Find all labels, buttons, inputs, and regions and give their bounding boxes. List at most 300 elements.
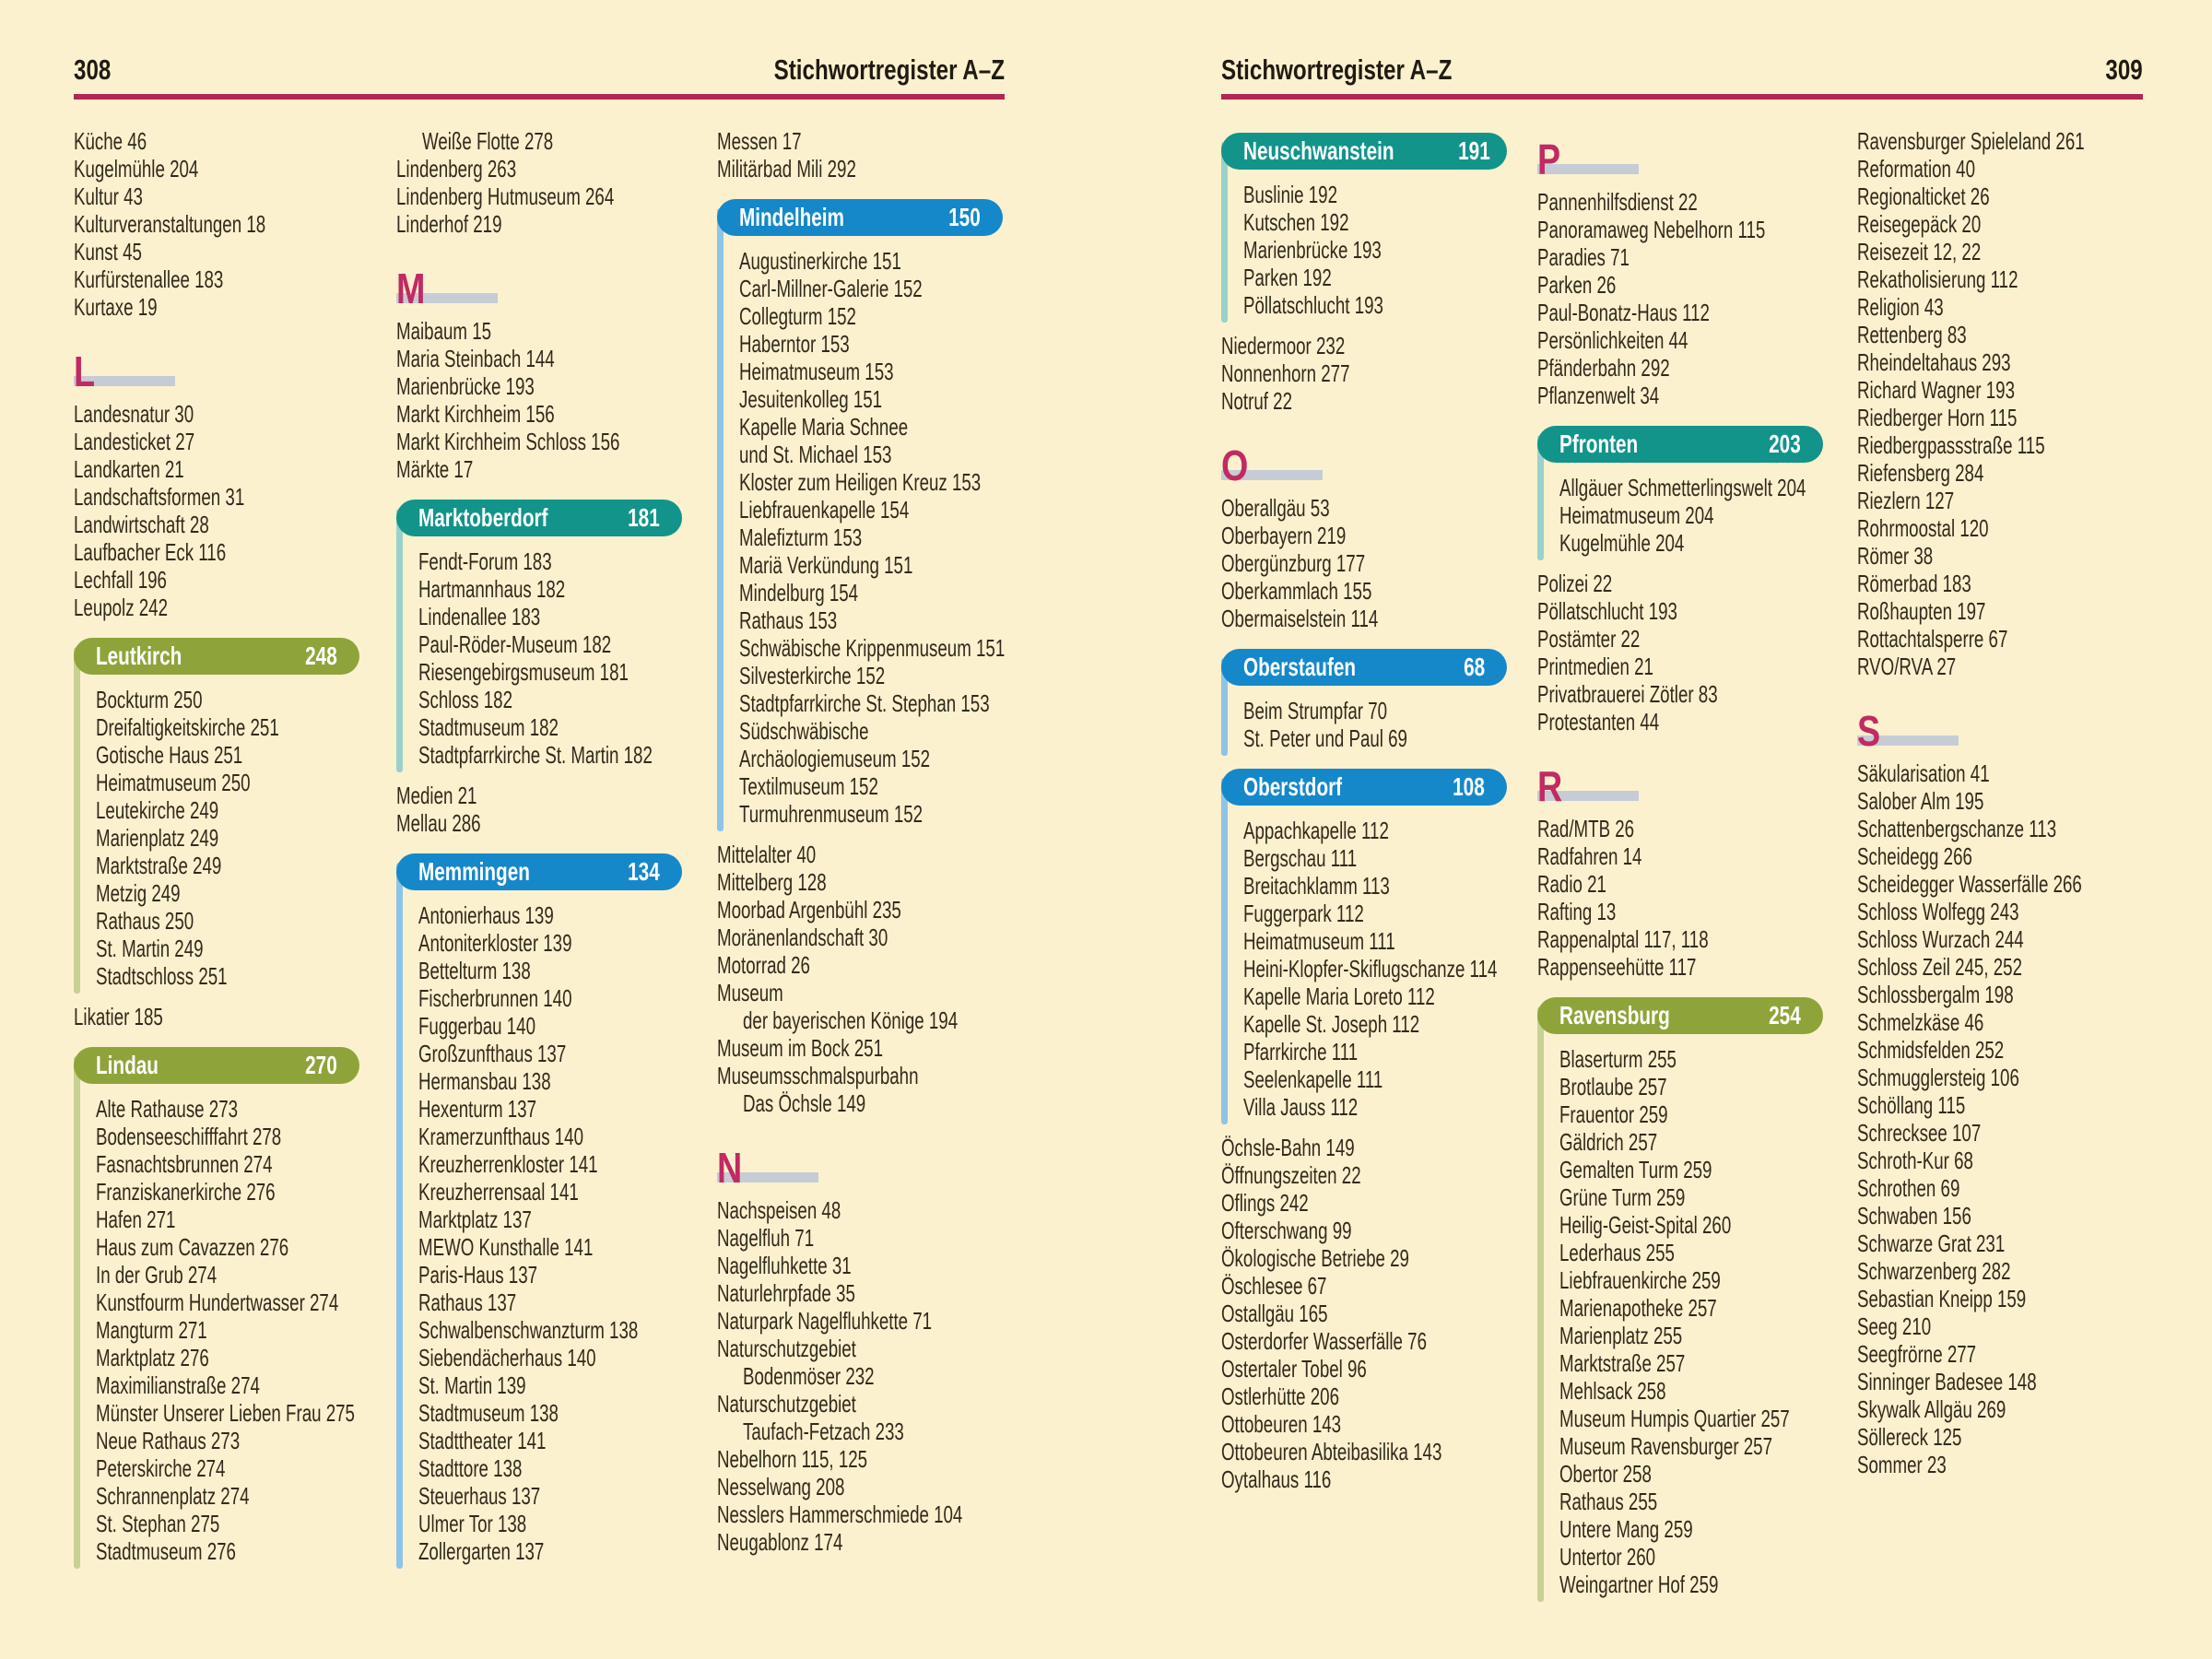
place-entry-text: Villa Jauss 112 xyxy=(1243,1093,1359,1121)
place-entry-text: Gäldrich 257 xyxy=(1559,1128,1658,1156)
index-entry xyxy=(717,1279,1003,1307)
place-entry-text: Marienbrücke 193 xyxy=(1243,236,1382,264)
index-entry xyxy=(1857,348,2143,376)
place-entry xyxy=(96,824,359,852)
index-entry-text: Säkularisation 41 xyxy=(1857,759,1990,787)
index-entry xyxy=(1857,787,2143,815)
index-entry xyxy=(1857,925,2143,953)
index-entry-text: Kultur 43 xyxy=(74,182,143,210)
place-entry-text: Fendt-Forum 183 xyxy=(418,547,552,575)
place-entry xyxy=(96,769,359,796)
index-entry-text: Taufach-Fetzach 233 xyxy=(743,1418,904,1445)
index-entry-text: Ostertaler Tobel 96 xyxy=(1221,1355,1367,1382)
place-box-rule-bar xyxy=(1537,1006,1544,1602)
index-entry-text: Pannenhilfsdienst 22 xyxy=(1537,188,1698,216)
index-entry-text: Persönlichkeiten 44 xyxy=(1537,326,1688,354)
place-entry-text: Kloster zum Heiligen Kreuz 153 xyxy=(739,468,982,496)
index-entry xyxy=(1537,870,1823,898)
index-entry-text: Öchsle-Bahn 149 xyxy=(1221,1134,1355,1161)
place-entry-text: Blaserturm 255 xyxy=(1559,1045,1677,1073)
place-entry-text: Stadtmuseum 138 xyxy=(418,1399,559,1427)
place-entry xyxy=(1559,1515,1823,1543)
place-entry-text: Schwäbische Krippenmuseum 151 xyxy=(739,634,1006,662)
index-entry xyxy=(717,1473,1003,1500)
place-entry xyxy=(418,686,682,713)
letter-heading-text: R xyxy=(1537,762,1563,810)
page-title-left: Stichwortregister A–Z xyxy=(773,53,1005,86)
index-entry-text: Paradies 71 xyxy=(1537,243,1630,271)
index-entry-text: Schloss Zeil 245, 252 xyxy=(1857,953,2022,981)
letter-heading-text: N xyxy=(717,1144,743,1192)
index-entry-text: Kulturveranstaltungen 18 xyxy=(74,210,266,238)
index-entry xyxy=(717,155,1003,182)
index-entry xyxy=(1857,1230,2143,1257)
place-entry-text: Marienapotheke 257 xyxy=(1559,1294,1717,1322)
place-entry xyxy=(1243,1010,1507,1038)
index-entry-text: Schroth-Kur 68 xyxy=(1857,1147,1973,1174)
place-entry xyxy=(418,1371,682,1399)
index-entry xyxy=(396,127,682,155)
place-entry-text: Riesengebirgsmuseum 181 xyxy=(418,658,629,686)
place-name: Mindelheim xyxy=(739,203,844,231)
index-entry-text: Niedermoor 232 xyxy=(1221,332,1346,359)
index-entry-text: Mittelberg 128 xyxy=(717,868,827,896)
index-entry xyxy=(1537,625,1823,653)
place-box-rule-bar xyxy=(74,1056,80,1569)
place-page-number: 270 xyxy=(305,1051,337,1079)
index-entry-text: Neugablonz 174 xyxy=(717,1528,843,1556)
place-entry-text: Kapelle Maria Loreto 112 xyxy=(1243,982,1435,1010)
index-entry xyxy=(74,428,359,455)
index-entry xyxy=(1221,359,1507,387)
place-entry xyxy=(96,1178,359,1206)
index-entry xyxy=(1857,759,2143,787)
place-pill-neuschwanstein xyxy=(1221,133,1507,170)
index-entry xyxy=(717,924,1003,951)
index-entry-text: Messen 17 xyxy=(717,127,802,155)
place-entry-text: Liebfrauenkapelle 154 xyxy=(739,496,910,524)
index-column-2 xyxy=(396,127,682,1578)
index-entry-text: Schloss Wolfegg 243 xyxy=(1857,898,2019,925)
place-entry-text: Rathaus 153 xyxy=(739,606,838,634)
place-entry xyxy=(1559,1100,1823,1128)
index-entry xyxy=(1221,1355,1507,1382)
index-entry xyxy=(1537,299,1823,326)
index-entry xyxy=(74,155,359,182)
place-box-memmingen xyxy=(396,853,682,1565)
place-page-number: 108 xyxy=(1453,772,1485,801)
place-entry-list xyxy=(1221,817,1507,1121)
index-entry-text: Rappenalptal 117, 118 xyxy=(1537,925,1709,953)
page-header-left xyxy=(74,48,1005,94)
place-entry xyxy=(96,1371,359,1399)
index-entry xyxy=(717,1335,1003,1362)
place-page-number: 191 xyxy=(1458,136,1490,165)
index-entry-text: Scheidegg 266 xyxy=(1857,842,1972,870)
index-entry xyxy=(1537,271,1823,299)
place-entry-text: Marienplatz 255 xyxy=(1559,1322,1683,1349)
place-box-mindelheim xyxy=(717,199,1006,828)
place-entry xyxy=(1559,1156,1823,1183)
place-entry-text: Ulmer Tor 138 xyxy=(418,1510,527,1537)
index-entry xyxy=(1857,1064,2143,1091)
place-entry-text: Kapelle St. Joseph 112 xyxy=(1243,1010,1420,1038)
place-entry xyxy=(96,1344,359,1371)
index-entry-text: Rottachtalsperre 67 xyxy=(1857,625,2008,653)
place-entry xyxy=(1559,1377,1823,1405)
place-entry xyxy=(418,1288,682,1316)
place-pill-oberstaufen xyxy=(1221,649,1507,686)
index-entry xyxy=(717,127,1003,155)
place-box-leutkirch xyxy=(74,638,359,990)
place-entry xyxy=(96,1482,359,1510)
index-entry xyxy=(717,896,1003,924)
place-entry-text: Textilmuseum 152 xyxy=(739,772,878,800)
index-entry-text: Militärbad Mili 292 xyxy=(717,155,856,182)
place-pill-oberstdorf xyxy=(1221,769,1507,806)
place-entry xyxy=(418,741,682,769)
place-entry xyxy=(418,1344,682,1371)
index-entry-text: Polizei 22 xyxy=(1537,570,1613,597)
index-entry-text: Naturschutzgebiet xyxy=(717,1390,856,1418)
index-entry-text: Sommer 23 xyxy=(1857,1451,1947,1478)
index-entry-text: Museumsschmalspurbahn xyxy=(717,1062,919,1089)
index-entry-text: Obermaiselstein 114 xyxy=(1221,605,1379,632)
letter-heading-s xyxy=(1857,699,2143,755)
index-entry xyxy=(1857,293,2143,321)
index-entry-text: Öschlesee 67 xyxy=(1221,1272,1327,1300)
letter-heading-l xyxy=(74,339,359,393)
place-entry xyxy=(96,1261,359,1288)
index-entry-text: Oberallgäu 53 xyxy=(1221,494,1330,522)
place-entry-text: Paul-Röder-Museum 182 xyxy=(418,630,612,658)
index-entry-text: Rekatholisierung 112 xyxy=(1857,265,2018,293)
index-entry-text: Panoramaweg Nebelhorn 115 xyxy=(1537,216,1766,243)
index-entry xyxy=(1857,404,2143,431)
place-entry-text: Bergschau 111 xyxy=(1243,844,1358,872)
place-entry xyxy=(418,713,682,741)
index-entry xyxy=(1537,708,1823,735)
index-entry xyxy=(1221,1134,1507,1161)
place-entry xyxy=(418,1454,682,1482)
place-entry-text: Breitachklamm 113 xyxy=(1243,872,1390,900)
place-entry xyxy=(418,957,682,984)
index-entry xyxy=(396,400,682,428)
index-entry-text: Reformation 40 xyxy=(1857,155,1975,182)
place-entry xyxy=(1243,927,1507,955)
index-entry-text: Nagelfluhkette 31 xyxy=(717,1252,852,1279)
place-entry-text: Zollergarten 137 xyxy=(418,1537,545,1565)
index-entry-text: Sinninger Badesee 148 xyxy=(1857,1368,2037,1395)
index-entry xyxy=(74,182,359,210)
place-entry-text: Turmuhrenmuseum 152 xyxy=(739,800,924,828)
index-entry xyxy=(396,428,682,455)
place-entry xyxy=(418,1427,682,1454)
index-entry xyxy=(717,1418,1003,1445)
place-entry xyxy=(739,606,1003,634)
place-entry-text: Allgäuer Schmetterlingswelt 204 xyxy=(1559,474,1806,501)
place-entry-list xyxy=(396,547,682,769)
page-title-right: Stichwortregister A–Z xyxy=(1221,53,1453,86)
index-entry xyxy=(1537,188,1823,216)
place-entry xyxy=(418,1150,682,1178)
place-entry-text: Dreifaltigkeitskirche 251 xyxy=(96,713,279,741)
index-entry xyxy=(1857,376,2143,404)
index-entry xyxy=(74,293,359,321)
place-entry-text: Heini-Klopfer-Skiflugschanze 114 xyxy=(1243,955,1498,982)
index-entry xyxy=(717,1307,1003,1335)
index-entry xyxy=(717,1500,1003,1528)
place-box-marktoberdorf xyxy=(396,500,682,769)
index-entry xyxy=(717,1196,1003,1224)
index-entry xyxy=(1857,625,2143,653)
index-entry-text: Ravensburger Spieleland 261 xyxy=(1857,127,2085,155)
index-entry xyxy=(1857,155,2143,182)
index-entry-text: Oytalhaus 116 xyxy=(1221,1465,1332,1493)
index-entry-text: Paul-Bonatz-Haus 112 xyxy=(1537,299,1710,326)
place-entry xyxy=(96,1288,359,1316)
index-entry xyxy=(1857,815,2143,842)
place-entry xyxy=(96,1427,359,1454)
index-entry-text: Roßhaupten 197 xyxy=(1857,597,1986,625)
place-name: Pfronten xyxy=(1559,429,1639,458)
place-entry xyxy=(96,1537,359,1565)
place-entry-text: Jesuitenkolleg 151 xyxy=(739,385,883,413)
index-entry xyxy=(1537,354,1823,382)
index-entry-text: Rafting 13 xyxy=(1537,898,1617,925)
index-entry xyxy=(1857,1368,2143,1395)
index-entry-text: Küche 46 xyxy=(74,127,147,155)
place-entry xyxy=(418,1040,682,1067)
place-entry-text: Museum Ravensburger 257 xyxy=(1559,1432,1773,1460)
index-entry-text: Schwarzenberg 282 xyxy=(1857,1257,2011,1285)
place-entry-text: Metzig 249 xyxy=(96,879,181,907)
place-entry xyxy=(96,962,359,990)
place-entry xyxy=(418,1316,682,1344)
index-entry xyxy=(74,265,359,293)
index-column-1 xyxy=(74,127,359,1578)
index-entry-text: Schwaben 156 xyxy=(1857,1202,1971,1230)
place-pill-marktoberdorf xyxy=(396,500,682,536)
place-entry xyxy=(739,524,1003,551)
index-entry xyxy=(1857,238,2143,265)
place-entry xyxy=(1243,724,1507,752)
place-entry xyxy=(418,901,682,929)
index-entry xyxy=(74,511,359,538)
index-entry xyxy=(717,1034,1003,1062)
place-entry-list xyxy=(396,901,682,1565)
place-entry xyxy=(1559,1488,1823,1515)
place-entry xyxy=(1243,982,1507,1010)
place-entry xyxy=(418,984,682,1012)
place-box-oberstaufen xyxy=(1221,649,1507,752)
place-page-number: 248 xyxy=(305,641,337,670)
place-entry-text: Fischerbrunnen 140 xyxy=(418,984,572,1012)
index-entry xyxy=(1221,605,1507,632)
place-entry xyxy=(1243,181,1507,208)
index-entry xyxy=(717,841,1003,868)
place-entry xyxy=(418,1482,682,1510)
place-entry-text: Kutschen 192 xyxy=(1243,208,1349,236)
index-entry-text: Pfänderbahn 292 xyxy=(1537,354,1670,382)
place-entry-text: Schwalbenschwanzturm 138 xyxy=(418,1316,639,1344)
place-entry-text: Marktstraße 249 xyxy=(96,852,222,879)
index-entry xyxy=(1857,570,2143,597)
place-entry xyxy=(1243,817,1507,844)
index-entry xyxy=(74,238,359,265)
place-entry-text: Marktplatz 137 xyxy=(418,1206,532,1233)
place-entry-text: Kreuzherrensaal 141 xyxy=(418,1178,579,1206)
index-entry xyxy=(1537,898,1823,925)
index-entry-text: Kurtaxe 19 xyxy=(74,293,158,321)
index-column-5 xyxy=(1537,127,1823,1611)
place-entry-text: Hafen 271 xyxy=(96,1206,176,1233)
index-entry-text: Landschaftsformen 31 xyxy=(74,483,245,511)
index-entry xyxy=(74,127,359,155)
place-entry-text: Buslinie 192 xyxy=(1243,181,1337,208)
place-entry-text: Hartmannhaus 182 xyxy=(418,575,566,603)
index-entry-text: Schmidsfelden 252 xyxy=(1857,1036,2005,1064)
place-pill-pfronten xyxy=(1537,426,1823,463)
place-entry-text: Rathaus 250 xyxy=(96,907,194,935)
index-entry xyxy=(396,155,682,182)
index-entry xyxy=(1221,494,1507,522)
index-entry-text: Nachspeisen 48 xyxy=(717,1196,841,1224)
place-entry xyxy=(96,713,359,741)
index-entry-text: Marienbrücke 193 xyxy=(396,372,535,400)
index-entry xyxy=(1221,1244,1507,1272)
index-entry xyxy=(1857,1423,2143,1451)
place-box-rule-bar xyxy=(396,509,403,772)
index-entry-text: Söllereck 125 xyxy=(1857,1423,1962,1451)
place-entry xyxy=(418,1261,682,1288)
index-entry xyxy=(1221,522,1507,549)
place-entry-text: Gemalten Turm 259 xyxy=(1559,1156,1712,1183)
index-entry xyxy=(1221,1272,1507,1300)
index-entry xyxy=(74,566,359,594)
index-entry-text: Oberbayern 219 xyxy=(1221,522,1347,549)
place-entry-text: Hexenturm 137 xyxy=(418,1095,536,1123)
index-entry-text: Radfahren 14 xyxy=(1537,842,1642,870)
place-entry-text: Neue Rathaus 273 xyxy=(96,1427,241,1454)
place-entry-text: Untertor 260 xyxy=(1559,1543,1656,1571)
place-entry-text: Heimatmuseum 204 xyxy=(1559,501,1714,529)
place-entry-text: Fasnachtsbrunnen 274 xyxy=(96,1150,273,1178)
index-entry xyxy=(1857,1091,2143,1119)
place-entry xyxy=(96,1150,359,1178)
place-entry-text: Heilig-Geist-Spital 260 xyxy=(1559,1211,1732,1239)
index-entry xyxy=(1857,597,2143,625)
index-entry xyxy=(1857,1312,2143,1340)
index-entry-text: Nesselwang 208 xyxy=(717,1473,845,1500)
index-entry-text: Schwarze Grat 231 xyxy=(1857,1230,2006,1257)
index-entry xyxy=(74,400,359,428)
place-entry xyxy=(739,330,1003,358)
place-entry xyxy=(96,796,359,824)
place-entry-text: Gotische Haus 251 xyxy=(96,741,243,769)
index-entry-text: Landkarten 21 xyxy=(74,455,184,483)
header-rule-left xyxy=(74,94,1005,100)
index-entry-text: Kurfürstenallee 183 xyxy=(74,265,224,293)
index-column-6 xyxy=(1857,127,2143,1478)
place-entry-text: Rathaus 137 xyxy=(418,1288,517,1316)
index-entry xyxy=(1221,577,1507,605)
place-entry xyxy=(1243,291,1507,319)
letter-heading-n xyxy=(717,1135,1003,1192)
index-entry xyxy=(717,979,1003,1006)
index-entry-text: Motorrad 26 xyxy=(717,951,810,979)
place-box-rule-bar xyxy=(1221,778,1228,1124)
index-entry-text: Riezlern 127 xyxy=(1857,487,1955,514)
place-entry xyxy=(739,689,1003,717)
place-entry xyxy=(1243,844,1507,872)
index-entry xyxy=(1857,1257,2143,1285)
index-entry-text: Ottobeuren Abteibasilika 143 xyxy=(1221,1438,1442,1465)
index-entry-text: Medien 21 xyxy=(396,782,477,809)
index-entry-text: Skywalk Allgäu 269 xyxy=(1857,1395,2006,1423)
index-entry xyxy=(717,868,1003,896)
place-entry-text: Frauentor 259 xyxy=(1559,1100,1668,1128)
index-entry-text: Reisegepäck 20 xyxy=(1857,210,1982,238)
place-entry xyxy=(96,1206,359,1233)
index-entry xyxy=(1857,127,2143,155)
place-entry-text: Mehlsack 258 xyxy=(1559,1377,1666,1405)
place-entry-text: Augustinerkirche 151 xyxy=(739,247,901,275)
index-entry-text: Seegfrörne 277 xyxy=(1857,1340,1977,1368)
place-name: Marktoberdorf xyxy=(418,503,548,532)
index-entry xyxy=(1857,653,2143,680)
index-entry-text: Landesnatur 30 xyxy=(74,400,194,428)
place-box-lindau xyxy=(74,1047,359,1565)
letter-heading-r xyxy=(1537,754,1823,810)
index-entry xyxy=(1221,1438,1507,1465)
place-name: Ravensburg xyxy=(1559,1001,1670,1030)
index-entry-text: Nebelhorn 115, 125 xyxy=(717,1445,868,1473)
place-entry-text: Bettelturm 138 xyxy=(418,957,531,984)
index-entry xyxy=(1857,210,2143,238)
index-entry-text: Reisezeit 12, 22 xyxy=(1857,238,1982,265)
place-entry xyxy=(739,275,1003,302)
index-entry-text: Kunst 45 xyxy=(74,238,142,265)
place-entry-text: Schrannenplatz 274 xyxy=(96,1482,250,1510)
place-entry xyxy=(96,1123,359,1150)
place-entry-text: Silvesterkirche 152 xyxy=(739,662,886,689)
letter-heading-text: S xyxy=(1857,707,1881,755)
place-entry-text: Malefizturm 153 xyxy=(739,524,863,551)
index-entry-text: Mellau 286 xyxy=(396,809,481,837)
index-entry-text: Mittelalter 40 xyxy=(717,841,817,868)
page-number-right: 309 xyxy=(2105,53,2143,86)
place-entry xyxy=(1559,1183,1823,1211)
place-name: Lindau xyxy=(96,1051,159,1079)
place-entry-text: Stadttheater 141 xyxy=(418,1427,547,1454)
place-entry-text: Kunstfourm Hundertwasser 274 xyxy=(96,1288,339,1316)
place-entry-text: Heimatmuseum 250 xyxy=(96,769,251,796)
index-entry xyxy=(1537,925,1823,953)
place-entry xyxy=(1559,474,1823,501)
place-entry-text: Lindenallee 183 xyxy=(418,603,541,630)
place-pill-memmingen xyxy=(396,853,682,890)
place-entry xyxy=(96,1233,359,1261)
index-entry xyxy=(1537,216,1823,243)
index-entry-text: Notruf 22 xyxy=(1221,387,1293,415)
index-entry-text: Schloss Wurzach 244 xyxy=(1857,925,2024,953)
index-entry xyxy=(1857,870,2143,898)
place-pill-lindau xyxy=(74,1047,359,1084)
place-entry xyxy=(96,1399,359,1427)
place-entry-text: Weingartner Hof 259 xyxy=(1559,1571,1719,1598)
index-entry xyxy=(1857,981,2143,1008)
